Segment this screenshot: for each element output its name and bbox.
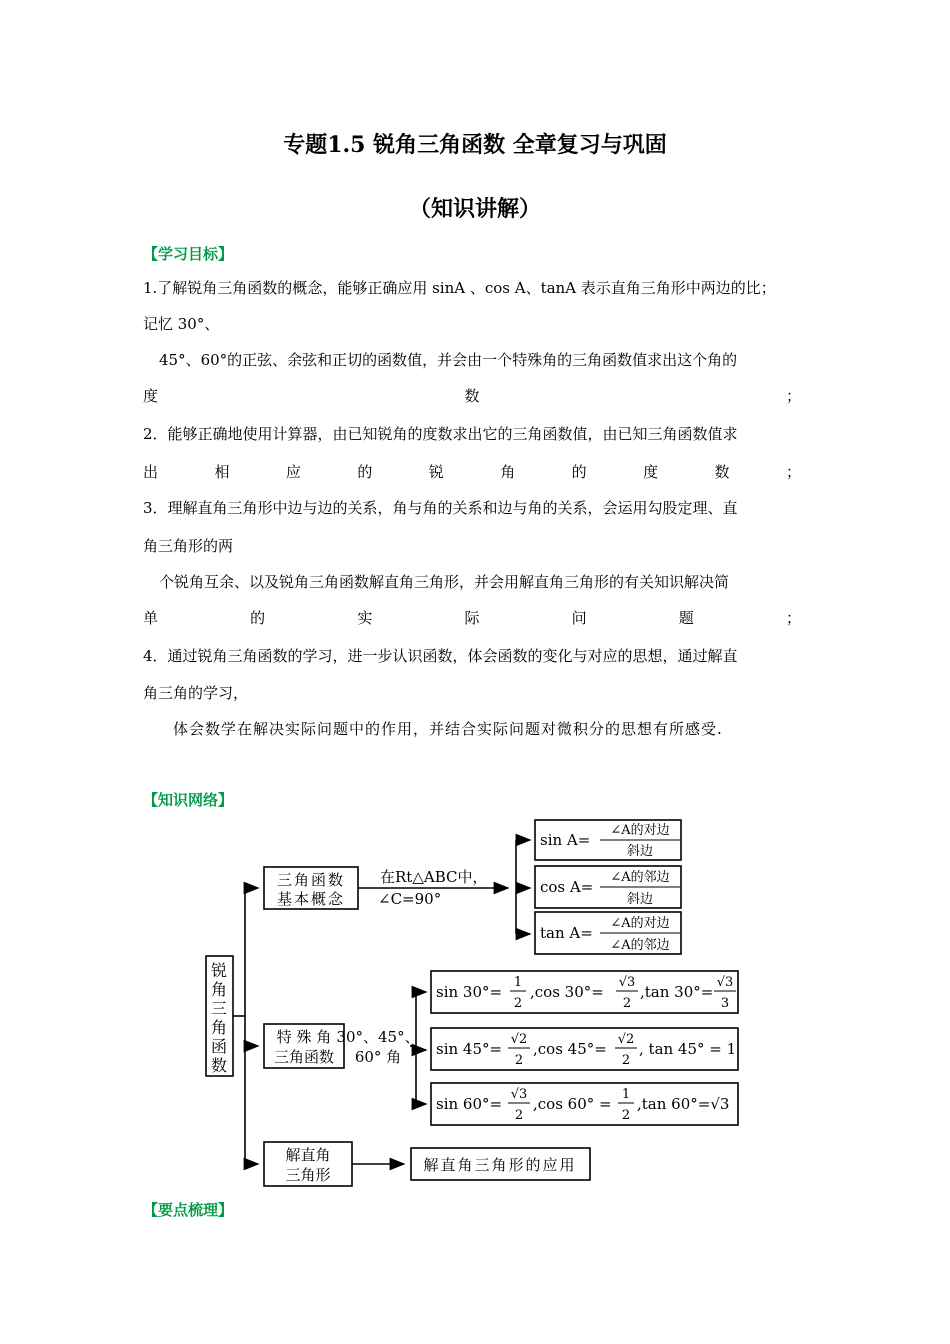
svg-text:√3: √3 [618, 975, 636, 990]
knowledge-network-diagram [0, 800, 950, 1200]
svg-text:2: 2 [621, 1053, 631, 1068]
svg-text:,tan 60°=√3: ,tan 60°=√3 [637, 1095, 730, 1113]
svg-text:3: 3 [720, 996, 730, 1011]
svg-text:角: 角 [210, 1018, 228, 1037]
svg-text:,cos 30°=: ,cos 30°= [530, 983, 604, 1001]
svg-text:,cos 45°=: ,cos 45°= [533, 1040, 607, 1058]
svg-text:∠A的邻边: ∠A的邻边 [610, 870, 670, 885]
svg-text:2: 2 [622, 996, 632, 1011]
svg-text:√2: √2 [617, 1032, 635, 1047]
svg-text:2: 2 [621, 1108, 631, 1123]
svg-text:sin 60°=: sin 60°= [436, 1095, 503, 1113]
section-network-label: 【知识网络】 [143, 791, 234, 809]
goal-line-12: 角三角的学习， [143, 684, 249, 702]
svg-text:√3: √3 [716, 975, 734, 990]
svg-text:角: 角 [210, 980, 228, 999]
svg-text:锐: 锐 [210, 961, 228, 980]
svg-text:解直角: 解直角 [285, 1146, 331, 1164]
goal-line-4: 度 数 ； [143, 387, 801, 405]
svg-text:三角函数: 三角函数 [273, 1048, 335, 1066]
section-goals-label: 【学习目标】 [143, 245, 234, 263]
svg-text:√3: √3 [510, 1087, 528, 1102]
svg-text:基本概念: 基本概念 [276, 890, 346, 908]
svg-text:2: 2 [513, 996, 523, 1011]
svg-text:√2: √2 [510, 1032, 528, 1047]
svg-text:,cos 60° =: ,cos 60° = [533, 1095, 612, 1113]
goal-line-13: 体会数学在解决实际问题中的作用，并结合实际问题对微积分的思想有所感受. [173, 720, 723, 738]
page-subtitle: （知识讲解） [408, 196, 541, 222]
section-points-label: 【要点梳理】 [143, 1201, 234, 1219]
goal-line-2: 记忆 30°、 [143, 315, 220, 333]
goal-line-9: 个锐角互余、以及锐角三角函数解直角三角形，并会用解直角三角形的有关知识解决简 [159, 573, 730, 591]
svg-text:tan A=: tan A= [540, 924, 593, 942]
svg-text:2: 2 [514, 1053, 524, 1068]
goal-line-1: 1.了解锐角三角函数的概念，能够正确应用 sinA 、cos A、tanA 表示直角三角形中两边的比； [143, 279, 776, 297]
goal-line-8: 角三角形的两 [143, 537, 234, 555]
svg-text:在Rt△ABC中，: 在Rt△ABC中， [380, 868, 488, 886]
svg-text:sin 30°=: sin 30°= [436, 983, 503, 1001]
goal-line-3: 45°、60°的正弦、余弦和正切的函数值，并会由一个特殊角的三角函数值求出这个角的 [159, 351, 738, 369]
goal-line-11: 4．通过锐角三角函数的学习，进一步认识函数，体会函数的变化与对应的思想，通过解直 [143, 647, 738, 665]
svg-text:数: 数 [210, 1056, 228, 1075]
svg-text:斜边: 斜边 [626, 844, 654, 859]
goal-line-7: 3．理解直角三角形中边与边的关系，角与角的关系和边与角的关系，会运用勾股定理、直 [143, 499, 738, 517]
svg-text:cos A=: cos A= [540, 878, 594, 896]
svg-text:∠A的对边: ∠A的对边 [610, 823, 670, 838]
goal-line-6: 出 相 应 的 锐 角 的 度 数 ； [143, 463, 801, 481]
svg-text:, tan 45° = 1: , tan 45° = 1 [639, 1040, 737, 1058]
svg-text:1: 1 [513, 975, 523, 990]
svg-text:60° 角: 60° 角 [354, 1048, 402, 1066]
svg-text:∠C=90°: ∠C=90° [378, 890, 442, 908]
svg-text:函: 函 [210, 1037, 228, 1056]
svg-text:斜边: 斜边 [626, 892, 654, 907]
svg-text:2: 2 [514, 1108, 524, 1123]
svg-text:1: 1 [621, 1087, 631, 1102]
svg-text:三: 三 [210, 999, 228, 1018]
goal-line-10: 单 的 实 际 问 题 ； [143, 609, 801, 627]
svg-text:∠A的邻边: ∠A的邻边 [610, 938, 670, 953]
svg-text:三角形: 三角形 [285, 1166, 331, 1184]
svg-text:,tan 30°=: ,tan 30°= [640, 983, 714, 1001]
svg-text:解直角三角形的应用: 解直角三角形的应用 [423, 1156, 577, 1174]
svg-text:三角函数: 三角函数 [276, 871, 346, 889]
goal-line-5: 2．能够正确地使用计算器，由已知锐角的度数求出它的三角函数值，由已知三角函数值求 [143, 425, 738, 443]
svg-text:特 殊 角: 特 殊 角 [276, 1028, 332, 1046]
page-title: 专题1.5 锐角三角函数 全章复习与巩固 [283, 132, 667, 158]
svg-text:∠A的对边: ∠A的对边 [610, 916, 670, 931]
svg-text:sin A=: sin A= [540, 831, 591, 849]
svg-text:30°、45°、: 30°、45°、 [336, 1028, 420, 1046]
svg-text:sin 45°=: sin 45°= [436, 1040, 503, 1058]
